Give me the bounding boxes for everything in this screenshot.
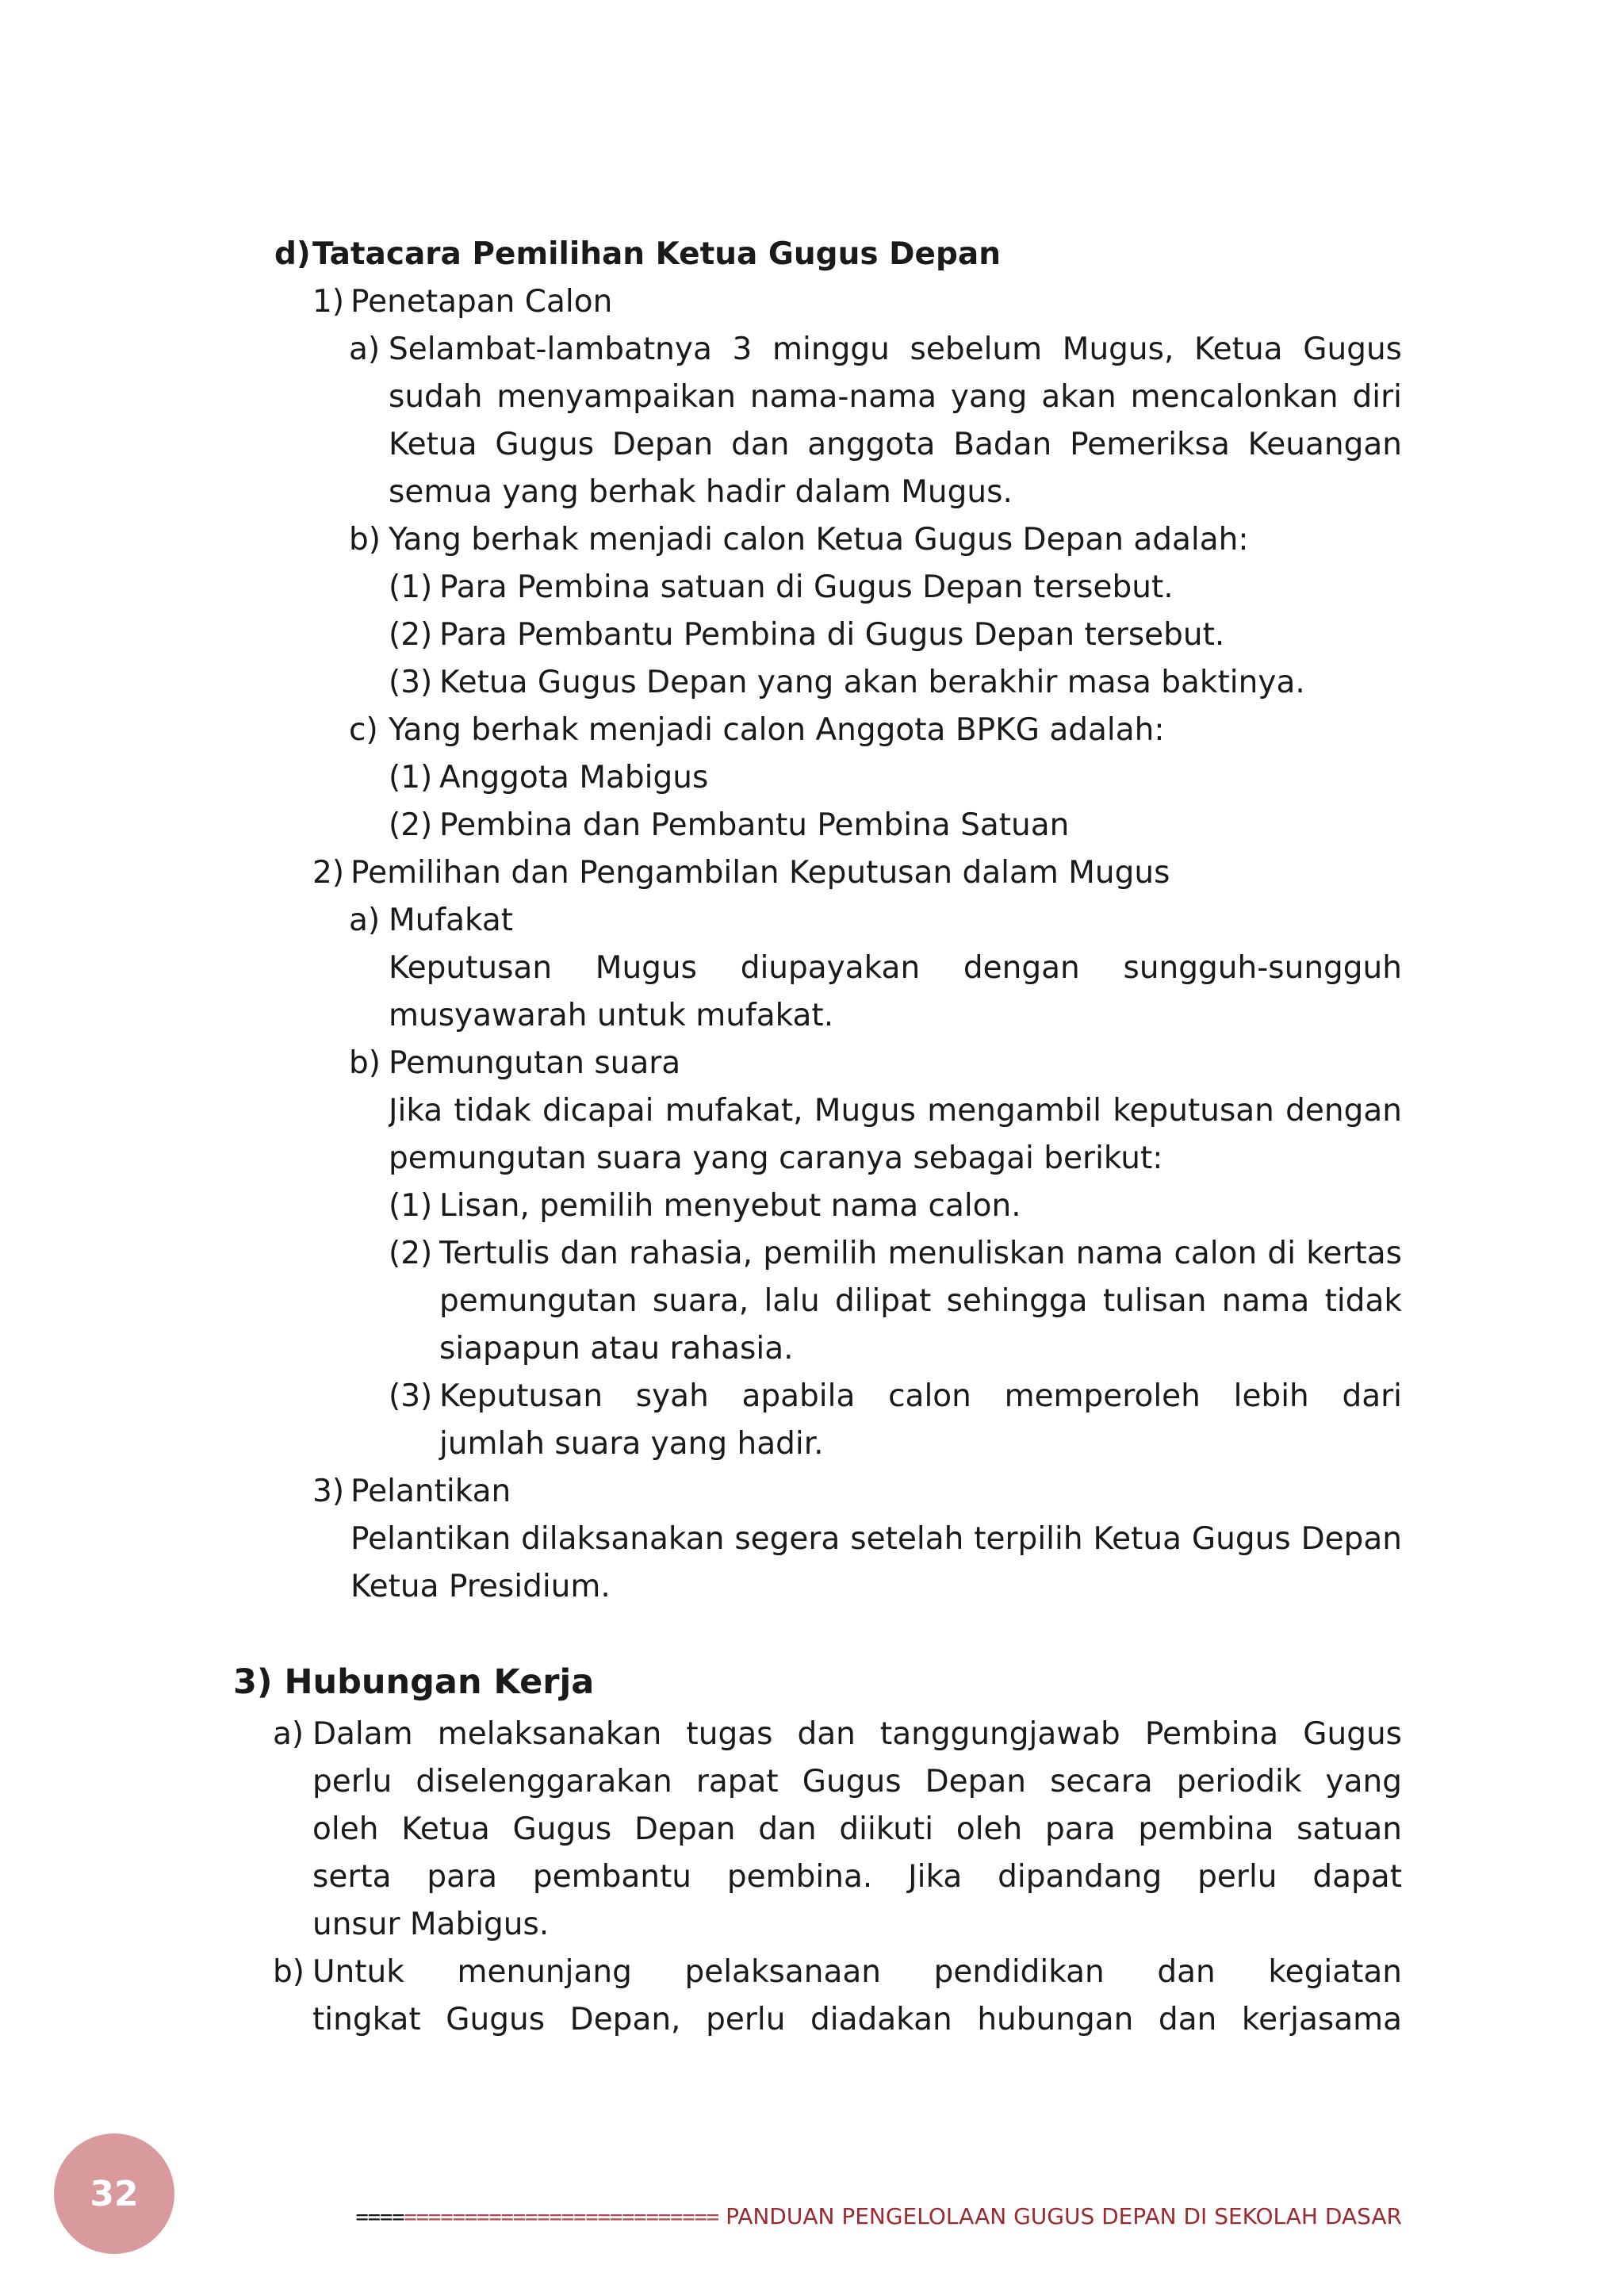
item-2b-sub1 (389, 1182, 1021, 1230)
section-3a-line: serta para pembantu pembina. Jika dipandang perlu dapat (312, 1859, 1402, 1895)
list-label: d) (274, 236, 311, 272)
item-3-title: Pelantikan (350, 1474, 511, 1509)
list-label: c) (349, 712, 378, 748)
item-1a-line: semua yang berhak hadir dalam Mugus. (389, 474, 1013, 510)
item-1b-sub (389, 611, 1224, 659)
item-2b-line: Jika tidak dicapai mufakat, Mugus mengambil keputusan dengan (389, 1093, 1402, 1129)
item-2b-sub2-line: siapapun atau rahasia. (439, 1331, 794, 1366)
item-3-line: Ketua Presidium. (350, 1569, 611, 1604)
item-2-heading (312, 849, 1170, 897)
list-label: a) (349, 332, 381, 367)
section-3a-label (273, 1711, 304, 1758)
section-d-title: Tatacara Pemilihan Ketua Gugus Depan (312, 236, 1001, 272)
section-3a-line: oleh Ketua Gugus Depan dan diikuti oleh para pembina satuan (312, 1811, 1402, 1847)
item-1a-line: Ketua Gugus Depan dan anggota Badan Pemeriksa Keuangan (389, 427, 1402, 462)
list-label: (3) (389, 1378, 433, 1414)
section-3a-line: Dalam melaksanakan tugas dan tanggungjawab Pembina Gugus (312, 1716, 1402, 1752)
section-3b-line: tingkat Gugus Depan, perlu diadakan hubungan dan kerjasama (312, 2002, 1402, 2037)
item-2a-line: Keputusan Mugus diupayakan dengan sungguh-sungguh (389, 950, 1402, 986)
item-2b-sub2-label (389, 1230, 432, 1278)
list-label: (2) (389, 617, 433, 653)
item-1c-text: Yang berhak menjadi calon Anggota BPKG adalah: (389, 712, 1165, 748)
item-2-title: Pemilihan dan Pengambilan Keputusan dalam Mugus (350, 855, 1170, 891)
item-2a-heading (349, 897, 513, 945)
list-label: a) (273, 1716, 304, 1752)
list-text: Ketua Gugus Depan yang akan berakhir masa baktinya. (439, 665, 1305, 700)
item-1b (349, 516, 1249, 564)
list-label: 1) (312, 284, 345, 320)
item-1c (349, 707, 1164, 754)
footer-title: PANDUAN PENGELOLAAN GUGUS DEPAN DI SEKOLAH DASAR (726, 2203, 1402, 2229)
item-3-line: Pelantikan dilaksanakan segera setelah terpilih Ketua Gugus Depan (350, 1521, 1402, 1557)
page-number: 32 (54, 2133, 174, 2254)
item-1c-sub (389, 802, 1069, 849)
footer (235, 2201, 1402, 2233)
item-1a-line: Selambat-lambatnya 3 minggu sebelum Mugus, Ketua Gugus (389, 332, 1402, 367)
section-d-heading (274, 231, 1001, 278)
item-2b-sub3-label (389, 1373, 432, 1420)
item-1-heading (312, 278, 612, 326)
list-label: 3) (312, 1474, 345, 1509)
list-label: (2) (389, 807, 433, 843)
list-text: Para Pembantu Pembina di Gugus Depan tersebut. (439, 617, 1225, 653)
footer-rule-red: ========================== (404, 2205, 719, 2229)
item-1a-label (349, 326, 380, 374)
footer-rule-dark: ==== (355, 2205, 404, 2229)
list-label: b) (273, 1954, 304, 1990)
section-3a-line: unsur Mabigus. (312, 1907, 550, 1942)
item-1b-sub (389, 564, 1174, 611)
item-1b-text: Yang berhak menjadi calon Ketua Gugus Depan adalah: (389, 522, 1249, 558)
item-2b-sub2-line: Tertulis dan rahasia, pemilih menuliskan nama calon di kertas (439, 1236, 1402, 1271)
list-label: (1) (389, 1188, 433, 1224)
item-1c-sub (389, 754, 708, 802)
item-2b-line: pemungutan suara yang caranya sebagai berikut: (389, 1140, 1163, 1176)
item-2a-line: musyawarah untuk mufakat. (389, 998, 834, 1033)
section-3a-line: perlu diselenggarakan rapat Gugus Depan secara periodik yang (312, 1764, 1402, 1800)
item-1b-sub (389, 659, 1305, 707)
section-3-heading: 3) Hubungan Kerja (233, 1662, 595, 1702)
list-label: a) (349, 903, 381, 938)
list-text: Para Pembina satuan di Gugus Depan tersebut. (439, 569, 1174, 605)
list-label: b) (349, 1045, 381, 1081)
list-label: (2) (389, 1236, 433, 1271)
item-1-title: Penetapan Calon (350, 284, 613, 320)
list-text: Pembina dan Pembantu Pembina Satuan (439, 807, 1070, 843)
item-2b-title: Pemungutan suara (389, 1045, 681, 1081)
item-3-heading (312, 1468, 511, 1516)
item-2b-sub2-line: pemungutan suara, lalu dilipat sehingga tulisan nama tidak (439, 1283, 1402, 1319)
list-label: b) (349, 522, 381, 558)
list-label: 2) (312, 855, 345, 891)
item-2a-title: Mufakat (389, 903, 514, 938)
section-3b-label (273, 1949, 304, 1996)
list-text: Lisan, pemilih menyebut nama calon. (439, 1188, 1021, 1224)
section-3b-line: Untuk menunjang pelaksanaan pendidikan dan kegiatan (312, 1954, 1402, 1990)
item-2b-sub3-line: Keputusan syah apabila calon memperoleh lebih dari (439, 1378, 1402, 1414)
list-label: (3) (389, 665, 433, 700)
item-2b-heading (349, 1040, 680, 1087)
list-label: (1) (389, 569, 433, 605)
list-text: Anggota Mabigus (439, 760, 709, 795)
list-label: (1) (389, 760, 433, 795)
item-2b-sub3-line: jumlah suara yang hadir. (439, 1426, 824, 1462)
item-1a-line: sudah menyampaikan nama-nama yang akan mencalonkan diri (389, 379, 1402, 415)
